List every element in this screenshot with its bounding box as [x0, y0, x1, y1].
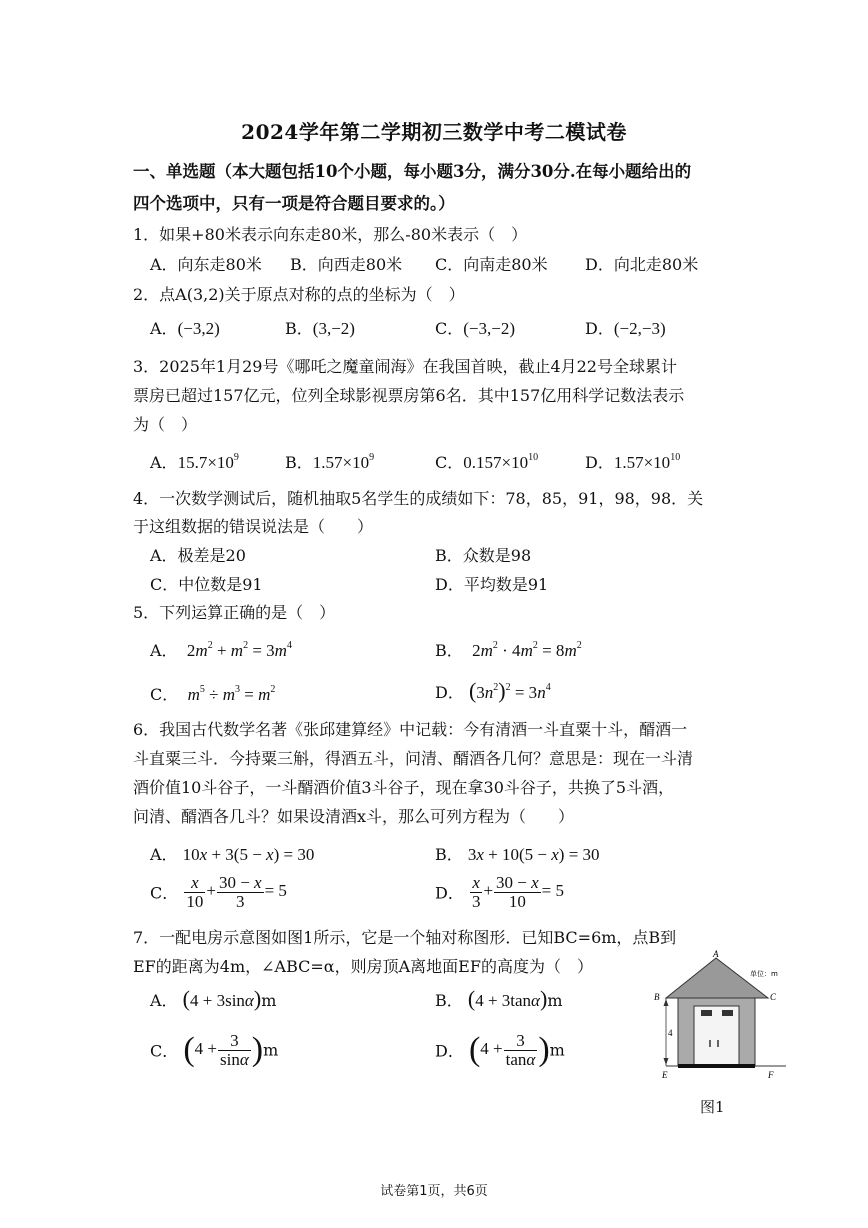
- q6-option-b: B． 3x + 10(5 − x) = 30: [435, 845, 600, 864]
- q6-a-formula: 10x + 3(5 − x) = 30: [182, 845, 315, 864]
- q5-option-d: D． $(3n^2)^2 = 3n^4$: [435, 678, 551, 703]
- q7-option-a: A． (4 + 3sinα)m: [150, 986, 277, 1011]
- point-a-label: A: [713, 950, 719, 959]
- q4-option-b: B．众数是98: [435, 546, 532, 565]
- q3-line2: 票房已超过157亿元，位列全球影视票房第6名．其中157亿用科学记数法表示: [133, 386, 685, 405]
- q1-stem: 1．如果+80米表示向东走80米，那么-80米表示（ ）: [133, 225, 528, 244]
- house-diagram: [652, 950, 792, 1085]
- page-title: 2024学年第二学期初三数学中考二模试卷: [241, 120, 627, 144]
- q3-line3: 为（ ）: [133, 415, 198, 434]
- q2-option-a-value: −3,2: [183, 319, 215, 338]
- q3-line1: 3．2025年1月29号《哪吒之魔童闹海》在我国首映，截止4月22号全球累计: [133, 357, 677, 376]
- q6-d-formula: $\frac{x}{3}$ + $\frac{30 - x}{10}$ = 5: [471, 873, 565, 911]
- page-footer: 试卷第1页，共6页: [380, 1184, 488, 1199]
- height-arrow-top: [664, 999, 669, 1006]
- point-c-label: C: [770, 992, 777, 1002]
- q5-option-b: B． $2m^2 \cdot 4m^2 = 8m^2$: [435, 640, 582, 660]
- q7-d-formula: (4 + $\frac{3}{\tan\alpha}$ ): [468, 1031, 550, 1069]
- q2-option-b-value: 3,−2: [318, 319, 350, 338]
- q6-line2: 斗直粟三斗．今持粟三斛，得酒五斗，问清、醑酒各几何？意思是：现在一斗清: [133, 749, 694, 768]
- q3-option-c: C．$0.157\times 10^{10}$: [435, 452, 539, 472]
- q6-option-a: A． 10x + 3(5 − x) = 30: [150, 845, 315, 864]
- q2-option-b: B．(3,−2): [285, 319, 355, 338]
- q7-option-c: C． (4 + $\frac{3}{\sin\alpha}$ )m: [150, 1031, 279, 1069]
- q4-line1: 4．一次数学测试后，随机抽取5名学生的成绩如下：78，85，91，98，98．关: [133, 489, 704, 508]
- q5-option-a: A． $2m^2 + m^2 = 3m^4$: [150, 640, 292, 660]
- vent-left: [701, 1010, 712, 1016]
- q5-b-formula: $2m^2 \cdot 4m^2 = 8m^2$: [467, 640, 582, 660]
- q5-a-formula: $2m^2 + m^2 = 3m^4$: [182, 640, 292, 660]
- point-e-label: E: [662, 1070, 668, 1080]
- q4-option-c: C．中位数是91: [150, 575, 263, 594]
- q1-option-c: C．向南走80米: [435, 255, 548, 274]
- point-b-label: B: [654, 992, 660, 1002]
- q2-option-a: A．(−3,2): [150, 319, 220, 338]
- q5-stem: 5．下列运算正确的是（ ）: [133, 603, 336, 622]
- q5-option-c: C． $m^5 \div m^3 = m^2$: [150, 684, 276, 704]
- q4-line2: 于这组数据的错误说法是（ ）: [133, 517, 374, 536]
- q7-line1: 7．一配电房示意图如图1所示，它是一个轴对称图形．已知BC=6m，点B到: [133, 928, 677, 947]
- q6-b-formula: 3x + 10(5 − x) = 30: [467, 845, 600, 864]
- q2-option-d-label: D．: [585, 319, 614, 338]
- q5-d-formula: $(3n^2)^2 = 3n^4$: [468, 678, 551, 703]
- height-label: 4: [668, 1028, 673, 1038]
- height-arrow-bottom: [664, 1058, 669, 1065]
- point-f-label: F: [768, 1070, 774, 1080]
- q7-c-formula: (4 + $\frac{3}{\sin\alpha}$ ): [183, 1031, 264, 1069]
- q1-option-b: B．向西走80米: [290, 255, 403, 274]
- q2-option-b-label: B．: [285, 319, 313, 338]
- q7-option-d: D． (4 + $\frac{3}{\tan\alpha}$ )m: [435, 1031, 565, 1069]
- q6-line1: 6．我国古代数学名著《张邱建算经》中记载：今有清酒一斗直粟十斗，醑酒一: [133, 720, 688, 739]
- roof-triangle: [666, 958, 768, 998]
- q6-line3: 酒价值10斗谷子，一斗醑酒价值3斗谷子，现在拿30斗谷子，共换了5斗酒，: [133, 778, 675, 797]
- q6-line4: 问清、醑酒各几斗？如果设清酒x斗，那么可列方程为（ ）: [133, 807, 575, 826]
- q2-option-c-label: C．: [435, 319, 464, 338]
- q3-option-a: A．$15.7\times 10^9$: [150, 452, 239, 472]
- q2-option-c: C．(−3,−2): [435, 319, 516, 338]
- q4-option-a: A．极差是20: [150, 546, 246, 565]
- section-heading-line1: 一、单选题（本大题包括10个小题，每小题3分，满分30分.在每小题给出的: [133, 162, 692, 181]
- q4-option-d: D．平均数是91: [435, 575, 549, 594]
- q7-line2: EF的距离为4m，∠ABC=α，则房顶A离地面EF的高度为（ ）: [133, 957, 593, 976]
- section-heading-line2: 四个选项中，只有一项是符合题目要求的。）: [133, 194, 455, 213]
- q2-stem: 2．点A(3,2)关于原点对称的点的坐标为（ ）: [133, 285, 465, 304]
- q7-option-b: B． (4 + 3tanα)m: [435, 986, 563, 1011]
- q1-option-d: D．向北走80米: [585, 255, 699, 274]
- vent-right: [722, 1010, 733, 1016]
- unit-label: 单位：m: [750, 970, 778, 978]
- q1-option-a: A．向东走80米: [150, 255, 262, 274]
- q7-b-formula: (4 + 3tanα): [467, 986, 548, 1011]
- q6-option-c: C． $\frac{x}{10}$ + $\frac{30 - x}{3}$ = 5: [150, 873, 287, 911]
- house-base: [678, 1064, 755, 1068]
- q6-c-formula: $\frac{x}{10}$ + $\frac{30 - x}{3}$ = 5: [186, 873, 287, 911]
- q6-option-d: D． $\frac{x}{3}$ + $\frac{30 - x}{10}$ = 5: [435, 873, 565, 911]
- q2-option-d: D．(−2,−3): [585, 319, 666, 338]
- q3-option-d: D．$1.57\times 10^{10}$: [585, 452, 681, 472]
- q2-option-d-value: −2,−3: [619, 319, 660, 338]
- q3-option-b: B．$1.57\times 10^9$: [285, 452, 375, 472]
- q7-a-formula: (4 + 3sinα): [182, 986, 262, 1011]
- q2-option-a-label: A．: [150, 319, 178, 338]
- figure-caption: 图1: [700, 1098, 725, 1116]
- q5-c-formula: $m^5 \div m^3 = m^2$: [187, 684, 276, 704]
- q2-option-c-value: −3,−2: [468, 319, 510, 338]
